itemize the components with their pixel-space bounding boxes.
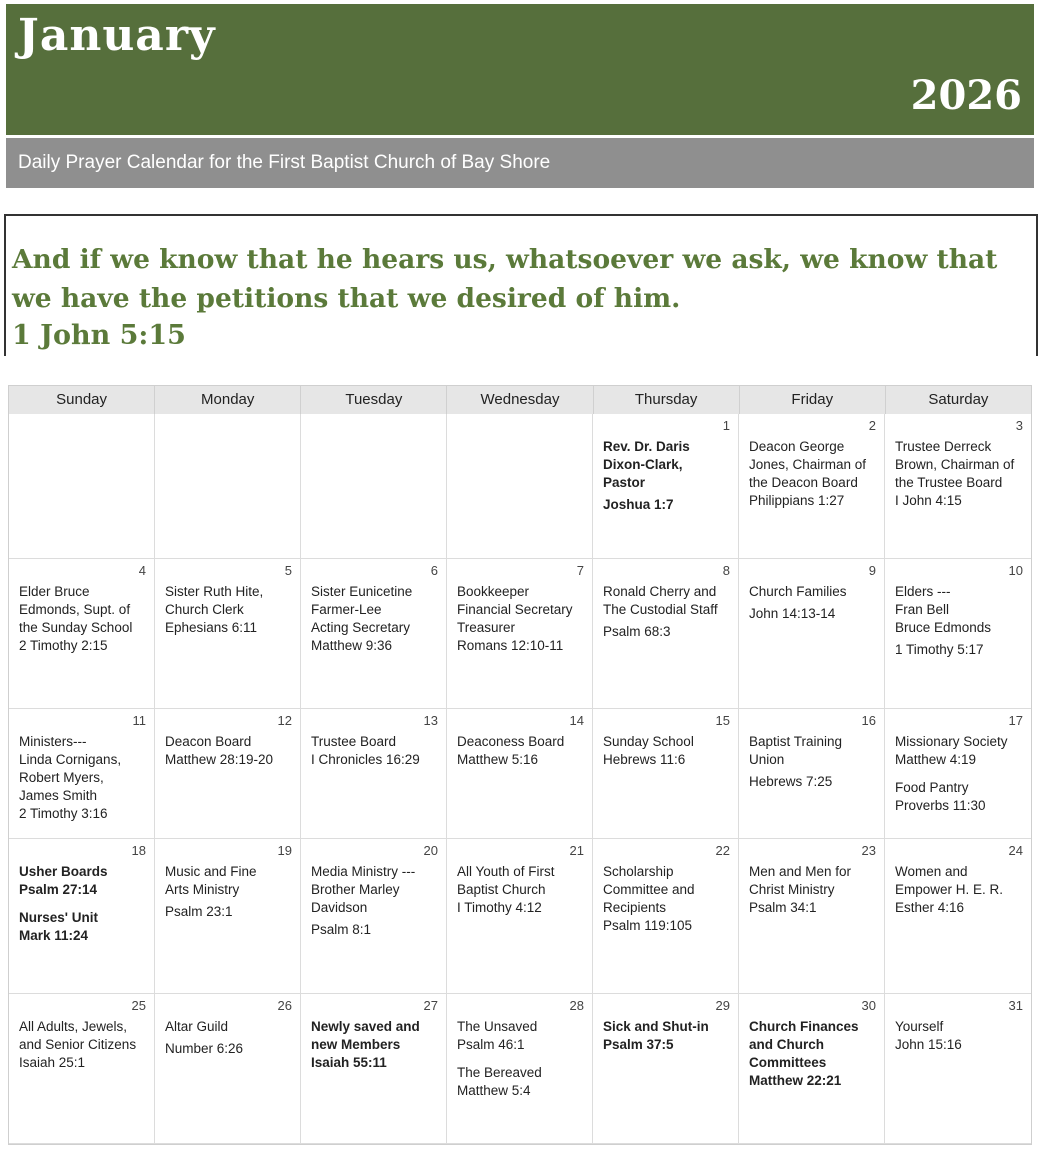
day-number: 27	[423, 998, 438, 1013]
day-cell-17	[885, 709, 1031, 839]
year-title: 2026	[910, 72, 1022, 119]
day-number: 5	[284, 563, 292, 578]
calendar-grid	[8, 385, 1032, 1145]
prayer-entry: Altar Guild	[165, 1019, 229, 1034]
day-number: 4	[138, 563, 146, 578]
prayer-entry: Bookkeeper Financial Secretary Treasurer Romans 12:10-11	[457, 584, 573, 653]
day-cell-18	[9, 839, 155, 994]
prayer-entry: Hebrews 7:25	[749, 774, 833, 789]
day-cell-28	[447, 994, 593, 1144]
day-number: 1	[722, 418, 730, 433]
day-number: 15	[715, 713, 730, 728]
prayer-entry: Women and Empower H. E. R. Esther 4:16	[895, 864, 1004, 915]
prayer-entry: Usher Boards Psalm 27:14	[19, 864, 108, 897]
prayer-entry: Joshua 1:7	[603, 497, 674, 512]
day-cell-27	[301, 994, 447, 1144]
day-number: 2	[868, 418, 876, 433]
day-number: 28	[569, 998, 584, 1013]
prayer-entry: Sister Eunicetine Farmer-Lee Acting Secretary Matthew 9:36	[311, 584, 413, 653]
day-cell-25	[9, 994, 155, 1144]
day-number: 25	[131, 998, 146, 1013]
prayer-entry: Number 6:26	[165, 1041, 244, 1056]
day-cell-7	[447, 559, 593, 709]
prayer-entry: Food Pantry Proverbs 11:30	[895, 780, 986, 813]
prayer-entry: The Bereaved Matthew 5:4	[457, 1065, 542, 1098]
empty-day-cell	[155, 414, 301, 559]
day-cell-1	[593, 414, 739, 559]
day-cell-8	[593, 559, 739, 709]
prayer-entry: Deacon Board Matthew 28:19-20	[165, 734, 274, 767]
prayer-entry: Rev. Dr. Daris Dixon-Clark, Pastor	[603, 439, 690, 490]
day-cell-26	[155, 994, 301, 1144]
prayer-entry: Music and Fine Arts Ministry	[165, 864, 257, 897]
day-number: 29	[715, 998, 730, 1013]
day-number: 24	[1008, 843, 1023, 858]
day-number: 8	[722, 563, 730, 578]
day-cell-16	[739, 709, 885, 839]
day-cell-21	[447, 839, 593, 994]
calendar-days	[9, 414, 1031, 1144]
day-number: 14	[569, 713, 584, 728]
day-cell-22	[593, 839, 739, 994]
day-number: 3	[1015, 418, 1023, 433]
day-number: 7	[576, 563, 584, 578]
day-cell-20	[301, 839, 447, 994]
verse-text: And if we know that he hears us, whatsoever we ask, we know that we have the petitions that we desired of him.	[12, 244, 998, 314]
day-cell-11	[9, 709, 155, 839]
day-number: 22	[715, 843, 730, 858]
day-cell-6	[301, 559, 447, 709]
prayer-entry: Psalm 68:3	[603, 624, 671, 639]
prayer-entry: Deaconess Board Matthew 5:16	[457, 734, 565, 767]
weekday-tuesday: Tuesday	[301, 386, 447, 414]
day-cell-30	[739, 994, 885, 1144]
prayer-entry: Church Families	[749, 584, 847, 599]
prayer-entry: Ministers--- Linda Cornigans, Robert Myers, James Smith 2 Timothy 3:16	[19, 734, 122, 821]
prayer-entry: Trustee Derreck Brown, Chairman of the Trustee Board I John 4:15	[895, 439, 1015, 508]
weekday-saturday: Saturday	[928, 391, 989, 408]
prayer-entry: Elders --- Fran Bell Bruce Edmonds	[895, 584, 992, 635]
day-number: 30	[861, 998, 876, 1013]
subtitle-bar	[6, 138, 1034, 188]
prayer-entry: Baptist Training Union	[749, 734, 843, 767]
prayer-entry: Ronald Cherry and The Custodial Staff	[603, 584, 718, 617]
day-cell-24	[885, 839, 1031, 994]
weekday-friday: Friday	[740, 386, 886, 414]
weekday-thursday: Thursday	[594, 386, 740, 414]
prayer-entry: Nurses' Unit Mark 11:24	[19, 910, 98, 943]
day-number: 19	[277, 843, 292, 858]
prayer-entry: Missionary Society Matthew 4:19	[895, 734, 1008, 767]
day-cell-2	[739, 414, 885, 559]
weekday-header-row	[9, 386, 1031, 414]
prayer-entry: Sunday School Hebrews 11:6	[603, 734, 694, 767]
day-number: 17	[1008, 713, 1023, 728]
prayer-entry: 1 Timothy 5:17	[895, 642, 984, 657]
day-number: 12	[277, 713, 292, 728]
prayer-entry: Trustee Board I Chronicles 16:29	[311, 734, 420, 767]
day-number: 11	[132, 713, 146, 728]
prayer-entry: Yourself John 15:16	[895, 1019, 962, 1052]
day-cell-15	[593, 709, 739, 839]
prayer-entry: Sick and Shut-in Psalm 37:5	[603, 1019, 709, 1052]
prayer-entry: Sister Ruth Hite, Church Clerk Ephesians 6:11	[165, 584, 264, 635]
weekday-sunday: Sunday	[9, 386, 155, 414]
day-cell-19	[155, 839, 301, 994]
day-number: 18	[131, 843, 146, 858]
empty-day-cell	[9, 414, 155, 559]
day-number: 26	[277, 998, 292, 1013]
month-banner	[6, 4, 1034, 135]
day-number: 21	[569, 843, 584, 858]
month-title: January	[18, 10, 216, 61]
day-cell-23	[739, 839, 885, 994]
day-number: 16	[861, 713, 876, 728]
day-cell-4	[9, 559, 155, 709]
day-cell-5	[155, 559, 301, 709]
prayer-entry: John 14:13-14	[749, 606, 836, 621]
prayer-entry: All Adults, Jewels, and Senior Citizens Isaiah 25:1	[19, 1019, 137, 1070]
day-cell-29	[593, 994, 739, 1144]
verse-reference: 1 John 5:15	[12, 320, 186, 351]
calendar-subtitle: Daily Prayer Calendar for the First Baptist Church of Bay Shore	[18, 152, 551, 173]
prayer-entry: Scholarship Committee and Recipients Psalm 119:105	[603, 864, 695, 933]
day-cell-12	[155, 709, 301, 839]
day-number: 6	[430, 563, 438, 578]
day-cell-9	[739, 559, 885, 709]
weekday-wednesday: Wednesday	[447, 386, 593, 414]
prayer-entry: Church Finances and Church Committees Matthew 22:21	[749, 1019, 859, 1088]
day-number: 10	[1008, 563, 1023, 578]
prayer-entry: The Unsaved Psalm 46:1	[457, 1019, 538, 1052]
empty-day-cell	[301, 414, 447, 559]
day-cell-14	[447, 709, 593, 839]
day-number: 13	[423, 713, 438, 728]
day-number: 9	[868, 563, 876, 578]
prayer-entry: Elder Bruce Edmonds, Supt. of the Sunday School 2 Timothy 2:15	[19, 584, 133, 653]
empty-day-cell	[447, 414, 593, 559]
prayer-entry: Deacon George Jones, Chairman of the Deacon Board Philippians 1:27	[749, 439, 867, 508]
day-number: 31	[1008, 998, 1023, 1013]
day-number: 20	[423, 843, 438, 858]
day-cell-31	[885, 994, 1031, 1144]
day-cell-13	[301, 709, 447, 839]
day-number: 23	[861, 843, 876, 858]
prayer-entry: Psalm 8:1	[311, 922, 372, 937]
prayer-entry: Newly saved and new Members Isaiah 55:11	[311, 1019, 420, 1070]
prayer-entry: All Youth of First Baptist Church I Timothy 4:12	[457, 864, 555, 915]
weekday-monday: Monday	[155, 386, 301, 414]
day-cell-3	[885, 414, 1031, 559]
prayer-entry: Men and Men for Christ Ministry Psalm 34:1	[749, 864, 852, 915]
day-cell-10	[885, 559, 1031, 709]
prayer-entry: Media Ministry --- Brother Marley Davidson	[311, 864, 416, 915]
prayer-entry: Psalm 23:1	[165, 904, 233, 919]
